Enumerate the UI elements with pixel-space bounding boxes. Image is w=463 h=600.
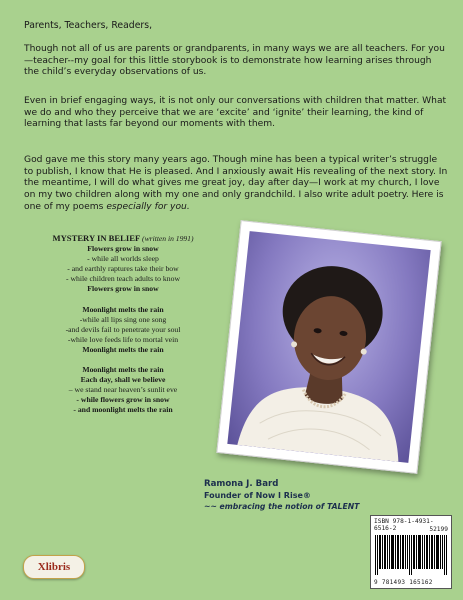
letter-paragraph: Even in brief engaging ways, it is not only our conversations with children that matter. What we do and who they perceive that we are ‘excite’ and ‘ignite’ their learning, the kind of learning that lasts far beyond our moments with them. bbox=[24, 96, 447, 130]
poem-title-text: MYSTERY IN BELIEF bbox=[52, 233, 140, 243]
publisher-logo bbox=[23, 555, 85, 579]
letter-paragraph-text: God gave me this story many years ago. Though mine has been a typical writer’s struggle to publish, I know that He is pleased. And I anxiously await His revealing of the next story. In the meantime, I will do what gives me great joy, day after day—I work at my church, I love on my two children along with my one and only grandchild. I also write adult poetry. Here is one of my poems bbox=[24, 155, 448, 212]
author-signature bbox=[204, 479, 359, 512]
poem-title-note: (written in 1991) bbox=[142, 234, 194, 243]
poem-line: -while love feeds life to mortal vein bbox=[67, 334, 179, 344]
letter-salutation: Parents, Teachers, Readers, bbox=[24, 20, 153, 31]
poem-line: Each day, shall we believe bbox=[80, 375, 166, 385]
letter-paragraph bbox=[24, 155, 448, 214]
letter-emphasis: especially for you. bbox=[106, 201, 190, 212]
poem-line: - while flowers grow in snow bbox=[76, 395, 170, 405]
poem-title bbox=[18, 233, 228, 244]
poem-line: - while children teach adults to know bbox=[66, 274, 180, 284]
publisher-logo-text: Xlibris bbox=[37, 561, 71, 573]
poem-line: Moonlight melts the rain bbox=[82, 344, 164, 354]
price-code: 52199 bbox=[429, 526, 448, 533]
poem-line: – we stand near heaven’s sunlit eve bbox=[68, 385, 178, 395]
poem-line: - while all worlds sleep bbox=[87, 254, 159, 264]
isbn-number: ISBN 978-1-4931-6516-2 bbox=[374, 518, 434, 532]
poem-line: - and earthly raptures take their bow bbox=[67, 264, 179, 274]
poem-line: Flowers grow in snow bbox=[87, 244, 159, 254]
barcode bbox=[370, 515, 452, 589]
author-name: Ramona J. Bard bbox=[204, 479, 279, 489]
author-tagline: ~~ embracing the notion of TALENT bbox=[204, 502, 360, 511]
poem-line: Flowers grow in snow bbox=[87, 284, 159, 294]
poem-line: Moonlight melts the rain bbox=[82, 304, 164, 314]
ean-number: 9 781493 165162 bbox=[374, 579, 433, 586]
poem-line: Moonlight melts the rain bbox=[82, 365, 164, 375]
letter-paragraph: Though not all of us are parents or grandparents, in many ways we are all teachers. For you—teacher--my goal for this little storybook is to demonstrate how learning arises through the child’s everyday observations of us. bbox=[24, 44, 445, 78]
poem-line: -and devils fail to penetrate your soul bbox=[65, 324, 181, 334]
poem-line: - and moonlight melts the rain bbox=[73, 405, 173, 415]
author-role: Founder of Now I Rise® bbox=[204, 491, 311, 500]
barcode-bars bbox=[375, 535, 447, 575]
author-portrait-image bbox=[227, 231, 430, 463]
poem bbox=[18, 233, 228, 416]
author-photo bbox=[227, 231, 430, 463]
author-photo-frame bbox=[216, 220, 441, 474]
poem-line: -while all lips sing one song bbox=[79, 314, 167, 324]
